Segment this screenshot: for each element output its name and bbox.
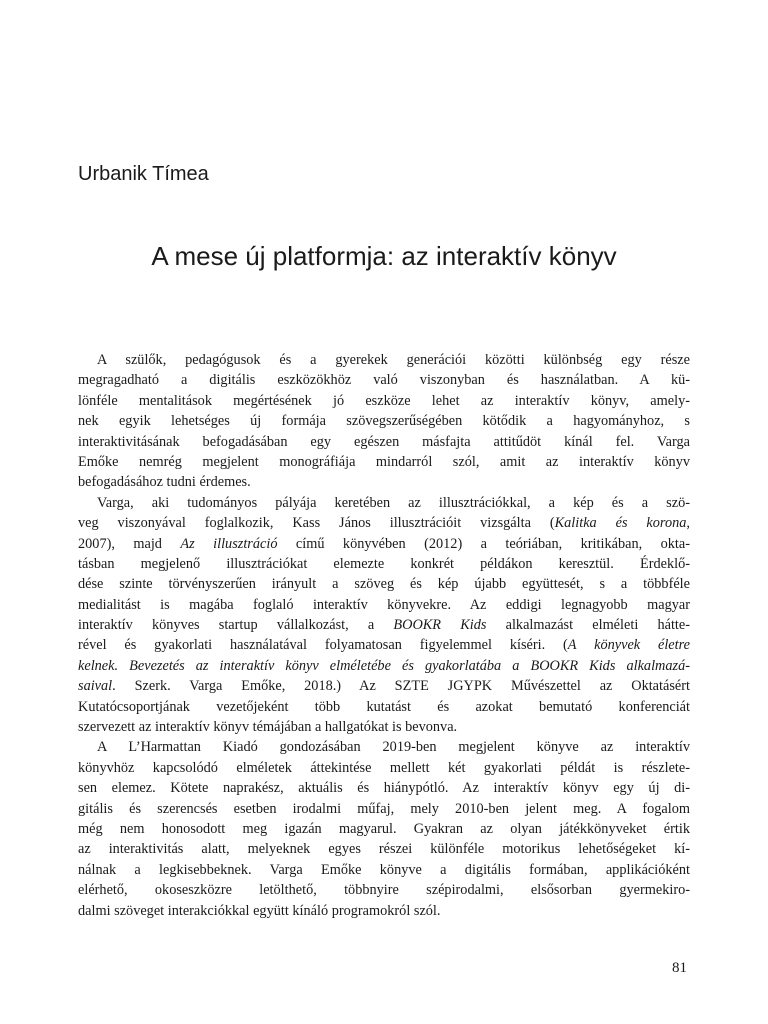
text-line <box>78 350 690 370</box>
text-line <box>78 839 690 859</box>
text-line <box>78 901 690 921</box>
text-line <box>78 880 690 900</box>
text-line <box>78 513 690 533</box>
text-line <box>78 676 690 696</box>
text-line <box>78 697 690 717</box>
author-name: Urbanik Tímea <box>78 163 209 185</box>
text-segment: még nem honosodott meg igazán magyarul. Gyakran az olyan játékkönyveket értik <box>78 820 690 837</box>
text-segment: könyvhöz kapcsolódó elméletek áttekintése mellett két gyakorlati példát is részlete- <box>78 759 690 776</box>
text-segment: gitális és szerencsés esetben irodalmi műfaj, mely 2010-ben jelent meg. A fogalom <box>78 800 690 817</box>
text-segment: nálnak a legkisebbeknek. Varga Emőke könyve a digitális formában, applikációként <box>78 861 690 878</box>
text-line <box>78 595 690 615</box>
text-line <box>78 452 690 472</box>
text-line <box>78 391 690 411</box>
text-segment: veg viszonyával foglalkozik, Kass János illusztrációit vizsgálta ( <box>78 515 555 532</box>
text-segment: . Szerk. Varga Emőke, 2018.) Az SZTE JGYPK Művészettel az Oktatásért <box>112 678 690 695</box>
text-segment: , <box>686 515 690 532</box>
text-segment: elérhető, okoseszközre letölthető, többnyire szépirodalmi, elsősorban gyermekiro- <box>78 882 690 899</box>
italic-text: Az illusztráció <box>180 535 278 552</box>
article-title: A mese új platformja: az interaktív könyv <box>151 241 617 271</box>
text-segment: Emőke nemrég megjelent monográfiája mindarról szól, amit az interaktív könyv <box>78 453 690 470</box>
text-segment: dése szinte törvényszerűen irányult a szöveg és kép újabb együttesét, s a többféle <box>78 576 690 593</box>
text-line <box>78 819 690 839</box>
text-segment: dalmi szöveget interakciókkal együtt kínáló programokról szól. <box>78 902 441 919</box>
text-segment: interaktivitásának befogadásában egy egészen másfajta attitűdöt kínál fel. Varga <box>78 433 690 450</box>
text-line <box>78 432 690 452</box>
text-segment: című könyvében (2012) a teóriában, kritikában, okta- <box>277 535 690 552</box>
text-line <box>78 717 690 737</box>
text-line <box>78 493 690 513</box>
text-segment: A L’Harmattan Kiadó gondozásában 2019-ben megjelent könyve az interaktív <box>97 739 690 756</box>
text-segment: befogadásához tudni érdemes. <box>78 474 251 491</box>
text-segment: A szülők, pedagógusok és a gyerekek generációi közötti különbség egy része <box>97 352 690 368</box>
text-line <box>78 758 690 778</box>
text-line <box>78 574 690 594</box>
article-body <box>78 350 690 921</box>
text-line <box>78 656 690 676</box>
italic-text: Kalitka és korona <box>554 515 687 532</box>
text-line <box>78 799 690 819</box>
text-segment: Kutatócsoportjának vezetőjeként több kutatást és azokat bemutató konferenciát <box>78 698 690 715</box>
text-segment: megragadható a digitális eszközökhöz való viszonyban és használatban. A kü- <box>78 372 690 389</box>
text-segment: nek egyik lehetséges új formája szövegszerűségében kötődik a hagyományhoz, s <box>78 413 690 430</box>
text-line <box>78 472 690 492</box>
text-line <box>78 411 690 431</box>
text-segment: rével és gyakorlati használatával folyamatosan figyelemmel kíséri. ( <box>78 637 568 654</box>
text-segment: alkalmazást elméleti hátte- <box>486 617 690 634</box>
italic-text: BOOKR Kids <box>393 617 487 634</box>
text-line <box>78 554 690 574</box>
text-line <box>78 615 690 635</box>
italic-text: saival <box>78 678 113 695</box>
text-segment: interaktív könyves startup vállalkozást, a <box>78 617 394 634</box>
text-segment: tásban megjelenő illusztrációkat elemezte konkrét példákon keresztül. Érdeklő- <box>78 555 690 572</box>
text-line <box>78 737 690 757</box>
text-line <box>78 860 690 880</box>
page-number: 81 <box>672 960 687 976</box>
text-line <box>78 370 690 390</box>
text-line <box>78 534 690 554</box>
text-segment: lönféle mentalitások megértésének jó eszköze lehet az interaktív könyv, amely- <box>78 392 690 409</box>
italic-text: kelnek. Bevezetés az interaktív könyv elméletébe és gyakorlatába a BOOKR Kids alkalmazá- <box>78 657 690 674</box>
text-segment: 2007), majd <box>78 535 181 552</box>
text-segment: az interaktivitás alatt, melyeknek egyes részei különféle motorikus lehetőségeket kí- <box>78 841 690 858</box>
italic-text: A könyvek életre <box>567 637 690 654</box>
text-segment: medialitást is magába foglaló interaktív könyvekre. Az eddigi legnagyobb magyar <box>78 596 690 613</box>
text-segment: szervezett az interaktív könyv témájában a hallgatókat is bevonva. <box>78 719 458 736</box>
text-segment: Varga, aki tudományos pályája keretében az illusztrációkkal, a kép és a szö- <box>97 494 690 511</box>
text-line <box>78 635 690 655</box>
text-segment: sen elemez. Kötete naprakész, aktuális és hiánypótló. Az interaktív könyv egy új di- <box>78 780 690 797</box>
text-line <box>78 778 690 798</box>
